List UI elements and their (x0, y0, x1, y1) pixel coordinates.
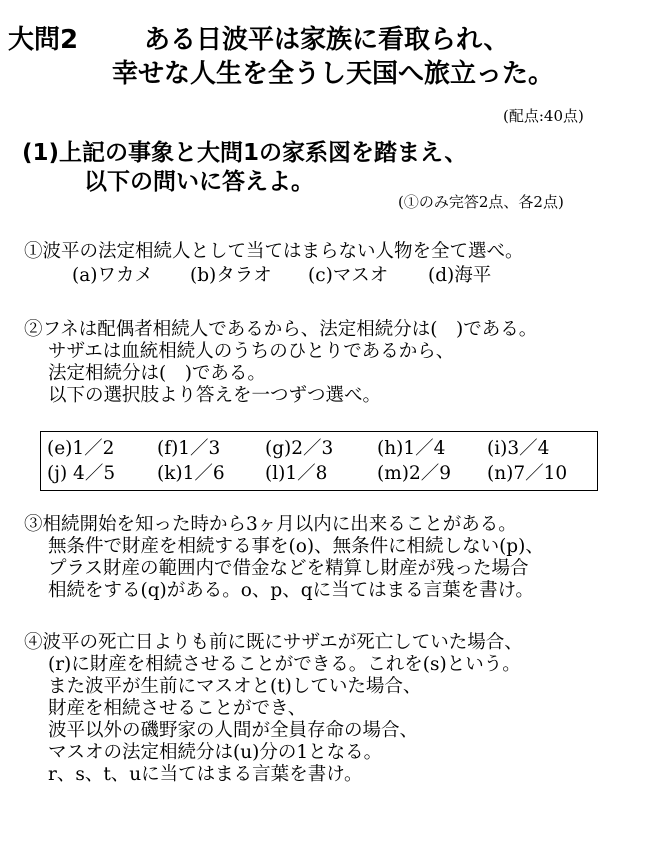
choice-e: (e)1／2 (47, 438, 115, 459)
q3-line-3: プラス財産の範囲内で借金などを精算し財産が残った場合 (48, 558, 529, 579)
q4-line-4: 財産を相続させることができ、 (48, 698, 307, 719)
scoring-note: (①のみ完答2点、各2点) (398, 193, 564, 211)
choice-i: (i)3／4 (487, 438, 550, 459)
q3-line-2: 無条件で財産を相続する事を(o)、無条件に相続しない(p)、 (48, 536, 544, 557)
q3-line-1: ③相続開始を知った時から3ヶ月以内に出来ることがある。 (24, 514, 517, 535)
q3-block (24, 514, 544, 602)
points-label: (配点:40点) (503, 107, 584, 125)
q1-block (24, 241, 524, 263)
title-line-2: 幸せな人生を全うし天国へ旅立った。 (112, 59, 555, 89)
choice-k: (k)1／6 (157, 463, 225, 484)
choices-row-1 (47, 438, 549, 460)
q2-line-1: ②フネは配偶者相続人であるから、法定相続分は( )である。 (24, 319, 538, 340)
choice-m: (m)2／9 (377, 463, 452, 484)
title-line-1: ある日波平は家族に看取られ、 (144, 25, 510, 55)
q2-block (24, 319, 537, 407)
choice-f: (f)1／3 (157, 438, 221, 459)
q1-prompt: ①波平の法定相続人として当てはまらない人物を全て選べ。 (24, 241, 524, 262)
choice-j: (j) 4／5 (47, 463, 116, 484)
q4-line-3: また波平が生前にマスオと(t)していた場合、 (48, 676, 422, 697)
q2-line-2: サザエは血統相続人のうちのひとりであるから、 (48, 341, 455, 362)
q1-option-d: (d)海平 (428, 265, 492, 286)
q1-option-a: (a)ワカメ (72, 265, 153, 286)
choices-row-2 (47, 463, 567, 485)
q4-line-2: (r)に財産を相続させることができる。これを(s)という。 (48, 654, 521, 675)
q4-line-1: ④波平の死亡日よりも前に既にサザエが死亡していた場合、 (24, 632, 523, 653)
q4-block (24, 632, 523, 786)
subquestion-heading-line-2: 以下の問いに答えよ。 (84, 169, 314, 195)
question-number: 大問2 (8, 25, 79, 55)
answer-choices-box (40, 431, 598, 491)
q4-line-5: 波平以外の磯野家の人間が全員存命の場合、 (48, 720, 419, 741)
choice-h: (h)1／4 (377, 438, 446, 459)
q4-line-6: マスオの法定相続分は(u)分の1となる。 (48, 742, 383, 763)
q1-option-c: (c)マスオ (308, 265, 389, 286)
choice-n: (n)7／10 (487, 463, 568, 484)
choice-g: (g)2／3 (265, 438, 334, 459)
q4-line-7: r、s、t、uに当てはまる言葉を書け。 (48, 764, 363, 785)
q1-option-b: (b)タラオ (190, 265, 272, 286)
subquestion-heading-line-1: (1)上記の事象と大問1の家系図を踏まえ、 (22, 140, 468, 166)
q2-line-4: 以下の選択肢より答えを一つずつ選べ。 (48, 385, 382, 406)
q3-line-4: 相続をする(q)がある。o、p、qに当てはまる言葉を書け。 (48, 580, 534, 601)
q1-options (72, 265, 491, 287)
choice-l: (l)1／8 (265, 463, 328, 484)
q2-line-3: 法定相続分は( )である。 (48, 363, 266, 384)
